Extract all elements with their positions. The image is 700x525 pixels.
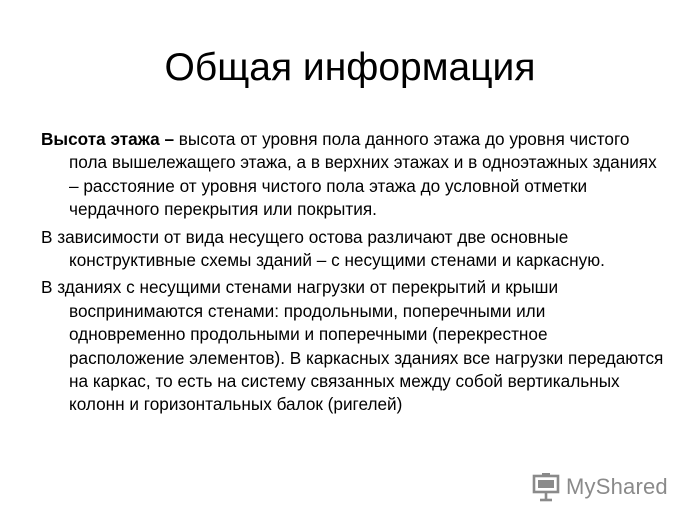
load-transfer-text: В зданиях с несущими стенами нагрузки от перекрытий и крыши воспринимаются стенами: продольными, поперечными или одновременно продольными и поперечными (перекрестное расположение элементов). В каркасных зданиях все нагрузки передаются на каркас, то есть на систему связанных между собой вертикальных колонн и горизонтальных балок (ригелей): [41, 277, 664, 415]
paragraph-load-transfer: [41, 276, 666, 416]
slide-title: Общая информация: [164, 46, 536, 89]
myshared-watermark: [531, 470, 668, 504]
definition-floor-height: высота от уровня пола данного этажа до уровня чистого пола вышележащего этажа, а в верхних этажах и в одноэтажных зданиях – расстояние от уровня чистого пола этажа до условной отметки чердачного перекрытия или покрытия.: [69, 129, 657, 220]
paragraph-floor-height: [41, 128, 666, 222]
paragraph-structural-schemes: [41, 226, 666, 273]
term-floor-height: Высота этажа –: [41, 129, 175, 149]
watermark-text: MyShared: [566, 474, 668, 499]
structural-schemes-text: В зависимости от вида несущего остова различают две основные конструктивные схемы зданий – с несущими стенами и каркасную.: [41, 226, 605, 271]
slide-body: [41, 128, 666, 421]
presentation-board-icon: [531, 472, 561, 502]
